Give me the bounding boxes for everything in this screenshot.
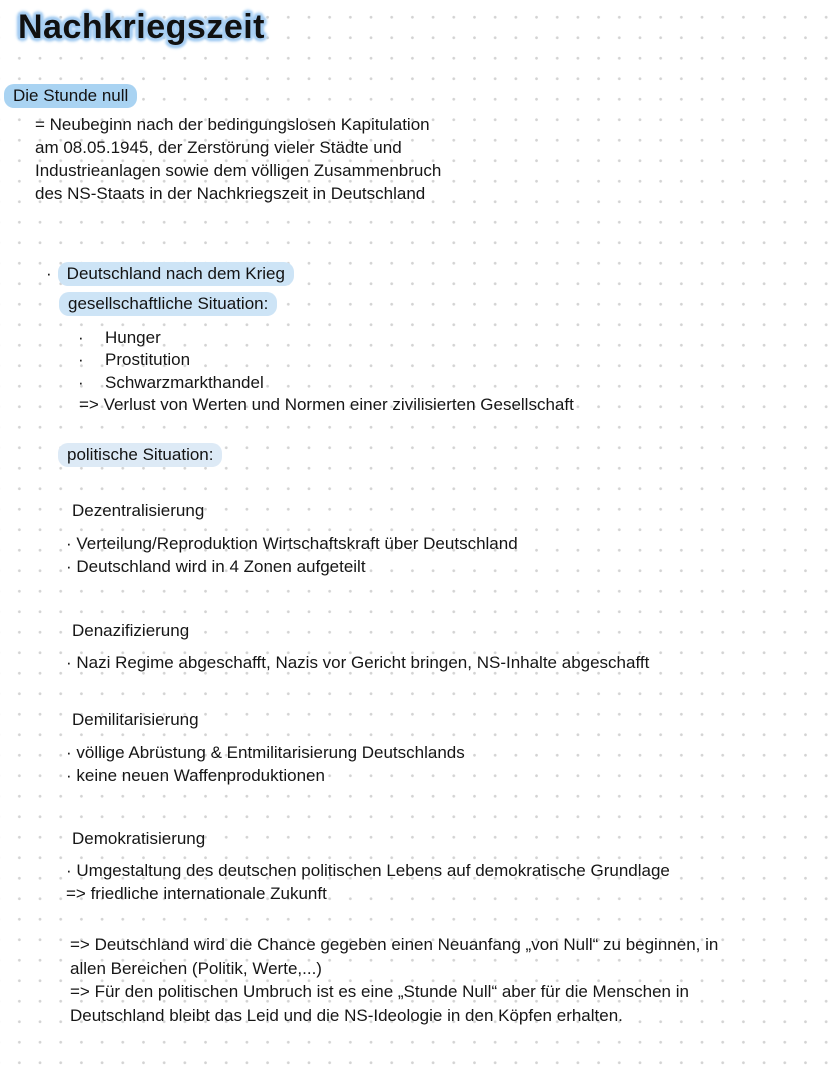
- list-item-label: Schwarzmarkthandel: [105, 372, 264, 392]
- list-item-label: Prostitution: [105, 350, 191, 370]
- gesellschaftliche-heading: gesellschaftliche Situation:: [59, 292, 277, 316]
- definition-line: Industrieanlagen sowie dem völligen Zusammenbruch: [35, 161, 442, 180]
- subsection-title-dezentralisierung: Dezentralisierung: [72, 501, 205, 520]
- subsection-points-dezentralisierung: [66, 532, 518, 578]
- page-title: Nachkriegszeit: [18, 8, 265, 46]
- gesellschaftliche-list: [78, 327, 264, 394]
- politische-heading: politische Situation:: [58, 443, 222, 467]
- bullet-icon: ·: [78, 372, 84, 392]
- conclusion-line: => Für den politischen Umbruch ist es eine „Stunde Null“ aber für die Menschen in: [70, 982, 689, 1001]
- list-item-label: Hunger: [105, 328, 161, 347]
- politische-heading-wrap: [58, 443, 222, 467]
- bullet-icon: ·: [78, 350, 84, 370]
- subsection-title-demokratisierung: Demokratisierung: [72, 829, 206, 848]
- subsection-points-demokratisierung: [66, 859, 670, 905]
- subsection-title-denazifizierung: Denazifizierung: [72, 621, 190, 640]
- bullet-icon: ·: [46, 264, 52, 283]
- point-line: · völlige Abrüstung & Entmilitarisierung Deutschlands: [66, 743, 465, 762]
- point-line: · keine neuen Waffenproduktionen: [66, 766, 325, 785]
- conclusion-line: Deutschland bleibt das Leid und die NS-Ideologie in den Köpfen erhalten.: [70, 1005, 623, 1025]
- subsection-points-demilitarisierung: [66, 741, 465, 787]
- gesellschaftliche-conclusion: => Verlust von Werten und Normen einer zivilisierten Gesellschaft: [79, 395, 574, 414]
- subsection-points-denazifizierung: [66, 651, 649, 674]
- definition-line: = Neubeginn nach der bedingungslosen Kapitulation: [35, 115, 430, 134]
- conclusion-line: => Deutschland wird die Chance gegeben einen Neuanfang „von Null“ zu beginnen, in: [70, 935, 719, 954]
- final-conclusions: [70, 933, 820, 1027]
- bullet-icon: ·: [78, 328, 84, 347]
- gesellschaftliche-heading-wrap: [59, 292, 277, 316]
- point-line: · Nazi Regime abgeschafft, Nazis vor Gericht bringen, NS-Inhalte abgeschafft: [66, 653, 650, 672]
- definition-line: des NS-Staats in der Nachkriegszeit in Deutschland: [35, 184, 426, 203]
- point-line: · Umgestaltung des deutschen politischen Lebens auf demokratische Grundlage: [66, 861, 670, 880]
- nach-dem-krieg-heading: Deutschland nach dem Krieg: [58, 262, 294, 286]
- subsection-title-demilitarisierung: Demilitarisierung: [72, 710, 199, 729]
- point-line: · Verteilung/Reproduktion Wirtschaftskraft über Deutschland: [66, 534, 518, 553]
- point-line: => friedliche internationale Zukunft: [66, 884, 327, 903]
- list-item: [78, 327, 264, 349]
- definition-line: am 08.05.1945, der Zerstörung vieler Städte und: [35, 138, 402, 157]
- nach-dem-krieg-heading-wrap: [46, 262, 294, 286]
- list-item: [78, 372, 264, 394]
- stunde-null-definition: [35, 113, 441, 205]
- list-item: [78, 349, 264, 371]
- conclusion-line: allen Bereichen (Politik, Werte,...): [70, 958, 322, 978]
- stunde-null-heading: Die Stunde null: [4, 84, 137, 108]
- stunde-null-heading-wrap: [4, 84, 137, 108]
- point-line: · Deutschland wird in 4 Zonen aufgeteilt: [66, 557, 366, 576]
